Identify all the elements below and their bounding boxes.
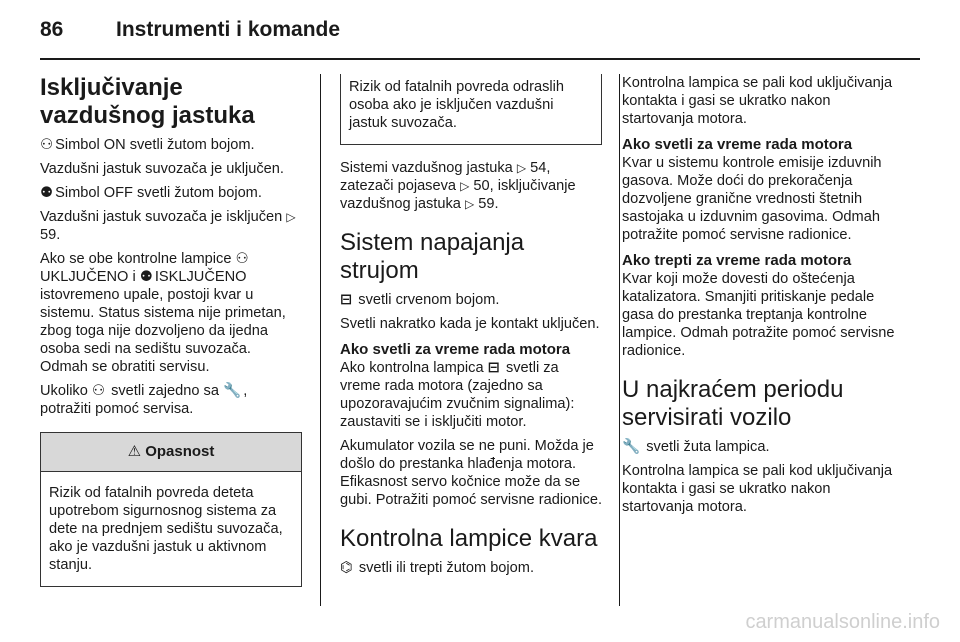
page-header xyxy=(40,18,920,48)
airbag-off-icon: ⚉ xyxy=(139,269,153,285)
paragraph: Akumulator vozila se ne puni. Možda je došlo do prestanka hlađenja motora. Efikasnost servo kočnice može da se gubi. Potražiti pomoć servisne radionice. xyxy=(340,438,603,508)
airbag-on-icon: ⚇ xyxy=(40,137,54,153)
paragraph: 🔧 svetli žuta lampica. xyxy=(622,439,770,455)
page-reference-icon: ▷ xyxy=(464,197,475,211)
page-reference-icon: ▷ xyxy=(460,179,470,193)
page-reference-icon: ▷ xyxy=(286,210,296,224)
paragraph: Sistemi vazdušnog jastuka ▷ 54, zatezači pojaseva ▷ 50, isključivanje vazdušnog jastuka ▷ 59. xyxy=(340,160,576,212)
paragraph: Svetli nakratko kada je kontakt uključen. xyxy=(340,316,600,332)
subheading: Ako svetli za vreme rada motora xyxy=(340,341,571,358)
paragraph: Kvar koji može dovesti do oštećenja katalizatora. Smanjiti pritiskanje pedale gasa do prestanka treptanja kontrolne lampice. Odmah potražite pomoć servisne radionice. xyxy=(622,271,895,359)
column-middle xyxy=(340,74,602,583)
paragraph: Kontrolna lampica se pali kod uključivanja kontakta i gasi se ukratko nakon startovanja motora. xyxy=(622,463,893,515)
section-heading: Sistem napajanja strujom xyxy=(340,229,525,284)
section-heading: Kontrolna lampice kvara xyxy=(340,525,598,552)
paragraph: Kvar u sistemu kontrole emisije izduvnih gasova. Može doći do prekoračenja dozvoljene granične vrednosti štetnih sastojaka u izduvnim gasovima. Odmah potražite pomoć servisne radionice. xyxy=(622,155,882,243)
paragraph: ⌬ svetli ili trepti žutom bojom. xyxy=(340,560,534,576)
column-left xyxy=(40,74,302,587)
column-divider xyxy=(320,74,321,606)
engine-icon: ⌬ xyxy=(340,560,353,576)
column-divider xyxy=(619,74,620,606)
airbag-on-icon: ⚇ xyxy=(235,251,249,267)
wrench-icon: 🔧 xyxy=(622,439,641,455)
warning-box xyxy=(40,432,302,587)
paragraph: ⚉ Simbol OFF svetli žutom bojom. xyxy=(40,185,262,201)
paragraph: Vazdušni jastuk suvozača je isključen ▷ 59. xyxy=(40,209,296,243)
subheading: Ako trepti za vreme rada motora xyxy=(622,252,852,269)
paragraph: ⊟ svetli crvenom bojom. xyxy=(340,292,500,308)
battery-icon: ⊟ xyxy=(487,360,500,376)
page-reference-icon: ▷ xyxy=(516,161,527,175)
warning-header: ⚠ Opasnost xyxy=(41,433,301,472)
wrench-icon: 🔧 xyxy=(223,383,242,399)
paragraph: Ako kontrolna lampica ⊟ svetli za vreme rada motora (zajedno sa upozoravajućim zvučnim signalima): zaustaviti se i isključiti motor. xyxy=(340,360,575,430)
column-right xyxy=(622,74,902,522)
paragraph: Kontrolna lampica se pali kod uključivanja kontakta i gasi se ukratko nakon startovanja motora. xyxy=(622,75,893,127)
warning-icon: ⚠ xyxy=(127,443,142,460)
section-heading: Isključivanje vazdušnog jastuka xyxy=(40,74,255,129)
paragraph: Vazdušni jastuk suvozača je uključen. xyxy=(40,161,284,177)
header-rule xyxy=(40,58,920,60)
subheading: Ako svetli za vreme rada motora xyxy=(622,136,853,153)
page-number: 86 xyxy=(40,18,64,41)
watermark: carmanualsonline.info xyxy=(745,611,940,633)
paragraph: ⚇ Simbol ON svetli žutom bojom. xyxy=(40,137,255,153)
paragraph: Ako se obe kontrolne lampice ⚇UKLJUČENO i ⚉ ISKLJUČENO istovremeno upale, postoji kvar u sistemu. Status sistema nije primetan, zbog toga nije dozvoljeno da ijedna osoba sedi na sedištu suvozača. Odmah se obratiti servisu. xyxy=(40,251,286,375)
airbag-icon: ⚇ xyxy=(91,383,106,399)
warning-text: Rizik od fatalnih povreda deteta upotrebom sigurnosnog sistema za dete na prednjem sedištu suvozača, ako je vazdušni jastuk u aktivnom stanju. xyxy=(49,485,283,573)
warning-box-continued xyxy=(340,74,602,145)
warning-text: Rizik od fatalnih povreda odraslih osoba ako je isključen vazdušni jastuk suvozača. xyxy=(349,79,564,131)
section-heading: U najkraćem periodu servisirati vozilo xyxy=(622,376,844,431)
page-title: Instrumenti i komande xyxy=(116,18,341,41)
paragraph: Ukoliko ⚇ svetli zajedno sa 🔧 , potražiti pomoć servisa. xyxy=(40,383,248,417)
airbag-off-icon: ⚉ xyxy=(40,185,54,201)
battery-icon: ⊟ xyxy=(340,292,353,308)
